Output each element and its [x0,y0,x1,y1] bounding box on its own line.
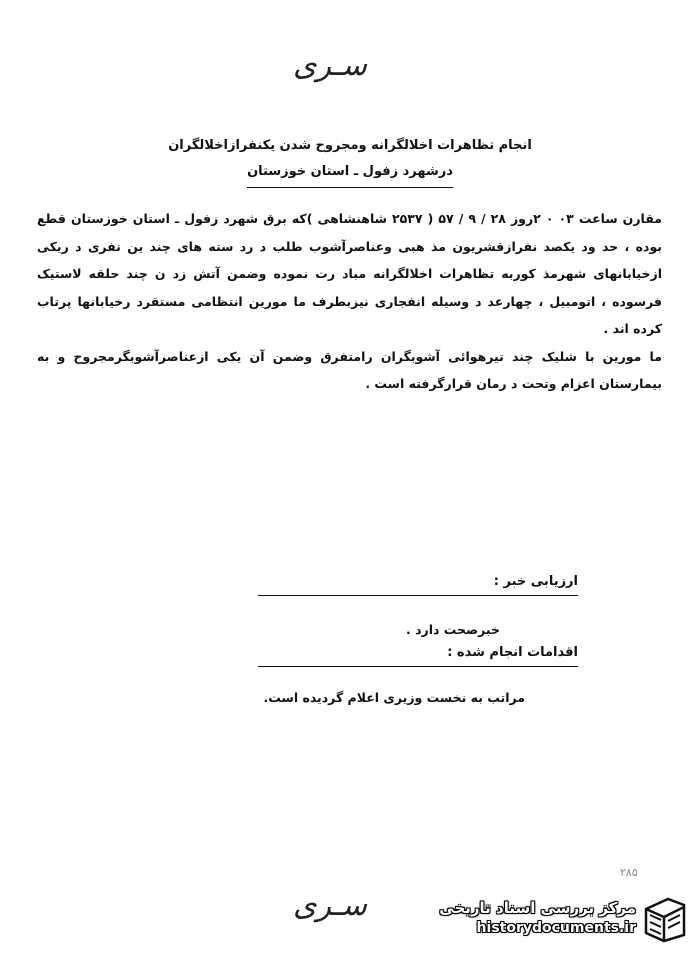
body-paragraph-1: مقارن ساعت ۰۳ ۰ ۲روز ۲۸ / ۹ / ۵۷ ( ۲۵۳۷ شاهنشاهی )که برق شهرد زفول ـ استان خوزستان قطع بوده ، حد ود یکصد نفرازقشریون مذ هبی وعناصرآشوب طلب د رد سته های چند ین نفری د ریکی ازخیابانهای شهرمذ کوربه تظاهرات اخلالگرانه مباد رت نموده وضمن آتش زد ن چند حلقه لاستیک فرسوده ، اتومبیل ، چهارعد د وسیله انفجاری نیزبطرف ما مورین انتظامی مستقرد رخیابانها پرتاب کرده اند . [37,211,662,336]
watermark-url: historydocuments.ir [476,920,636,936]
watermark-name: مرکز بررسی اسناد تاریخی [439,899,636,917]
assessment-value: خبرصحت دارد . [406,622,500,637]
body-paragraph-2: ما مورین با شلیک چند تیرهوائی آشوبگران رامتفرق وضمن آن یکی ازعناصرآشوبگرمجروح و به بیمارستان اعزام وتحت د رمان قرارگرفته است . [37,348,662,391]
document-body [37,205,662,398]
page-mark: ۲۸۵ [620,866,638,879]
watermark [392,893,692,945]
actions-label: اقدامات انجام شده : [258,645,578,667]
classification-top: سـری [293,48,367,83]
title-line-1: انجام تظاهرات اخلالگرانه ومجروح شدن یکنفرازاخلالگران [168,138,532,153]
assessment-label: ارزیابی خبر : [258,574,578,596]
archive-book-icon [642,895,688,943]
classification-bottom: سـری [293,888,367,923]
document-title [140,133,560,188]
actions-value: مراتب به نخست وزیری اعلام گردیده است. [263,690,525,705]
title-line-2: درشهرد زفول ـ استان خوزستان [247,159,453,188]
